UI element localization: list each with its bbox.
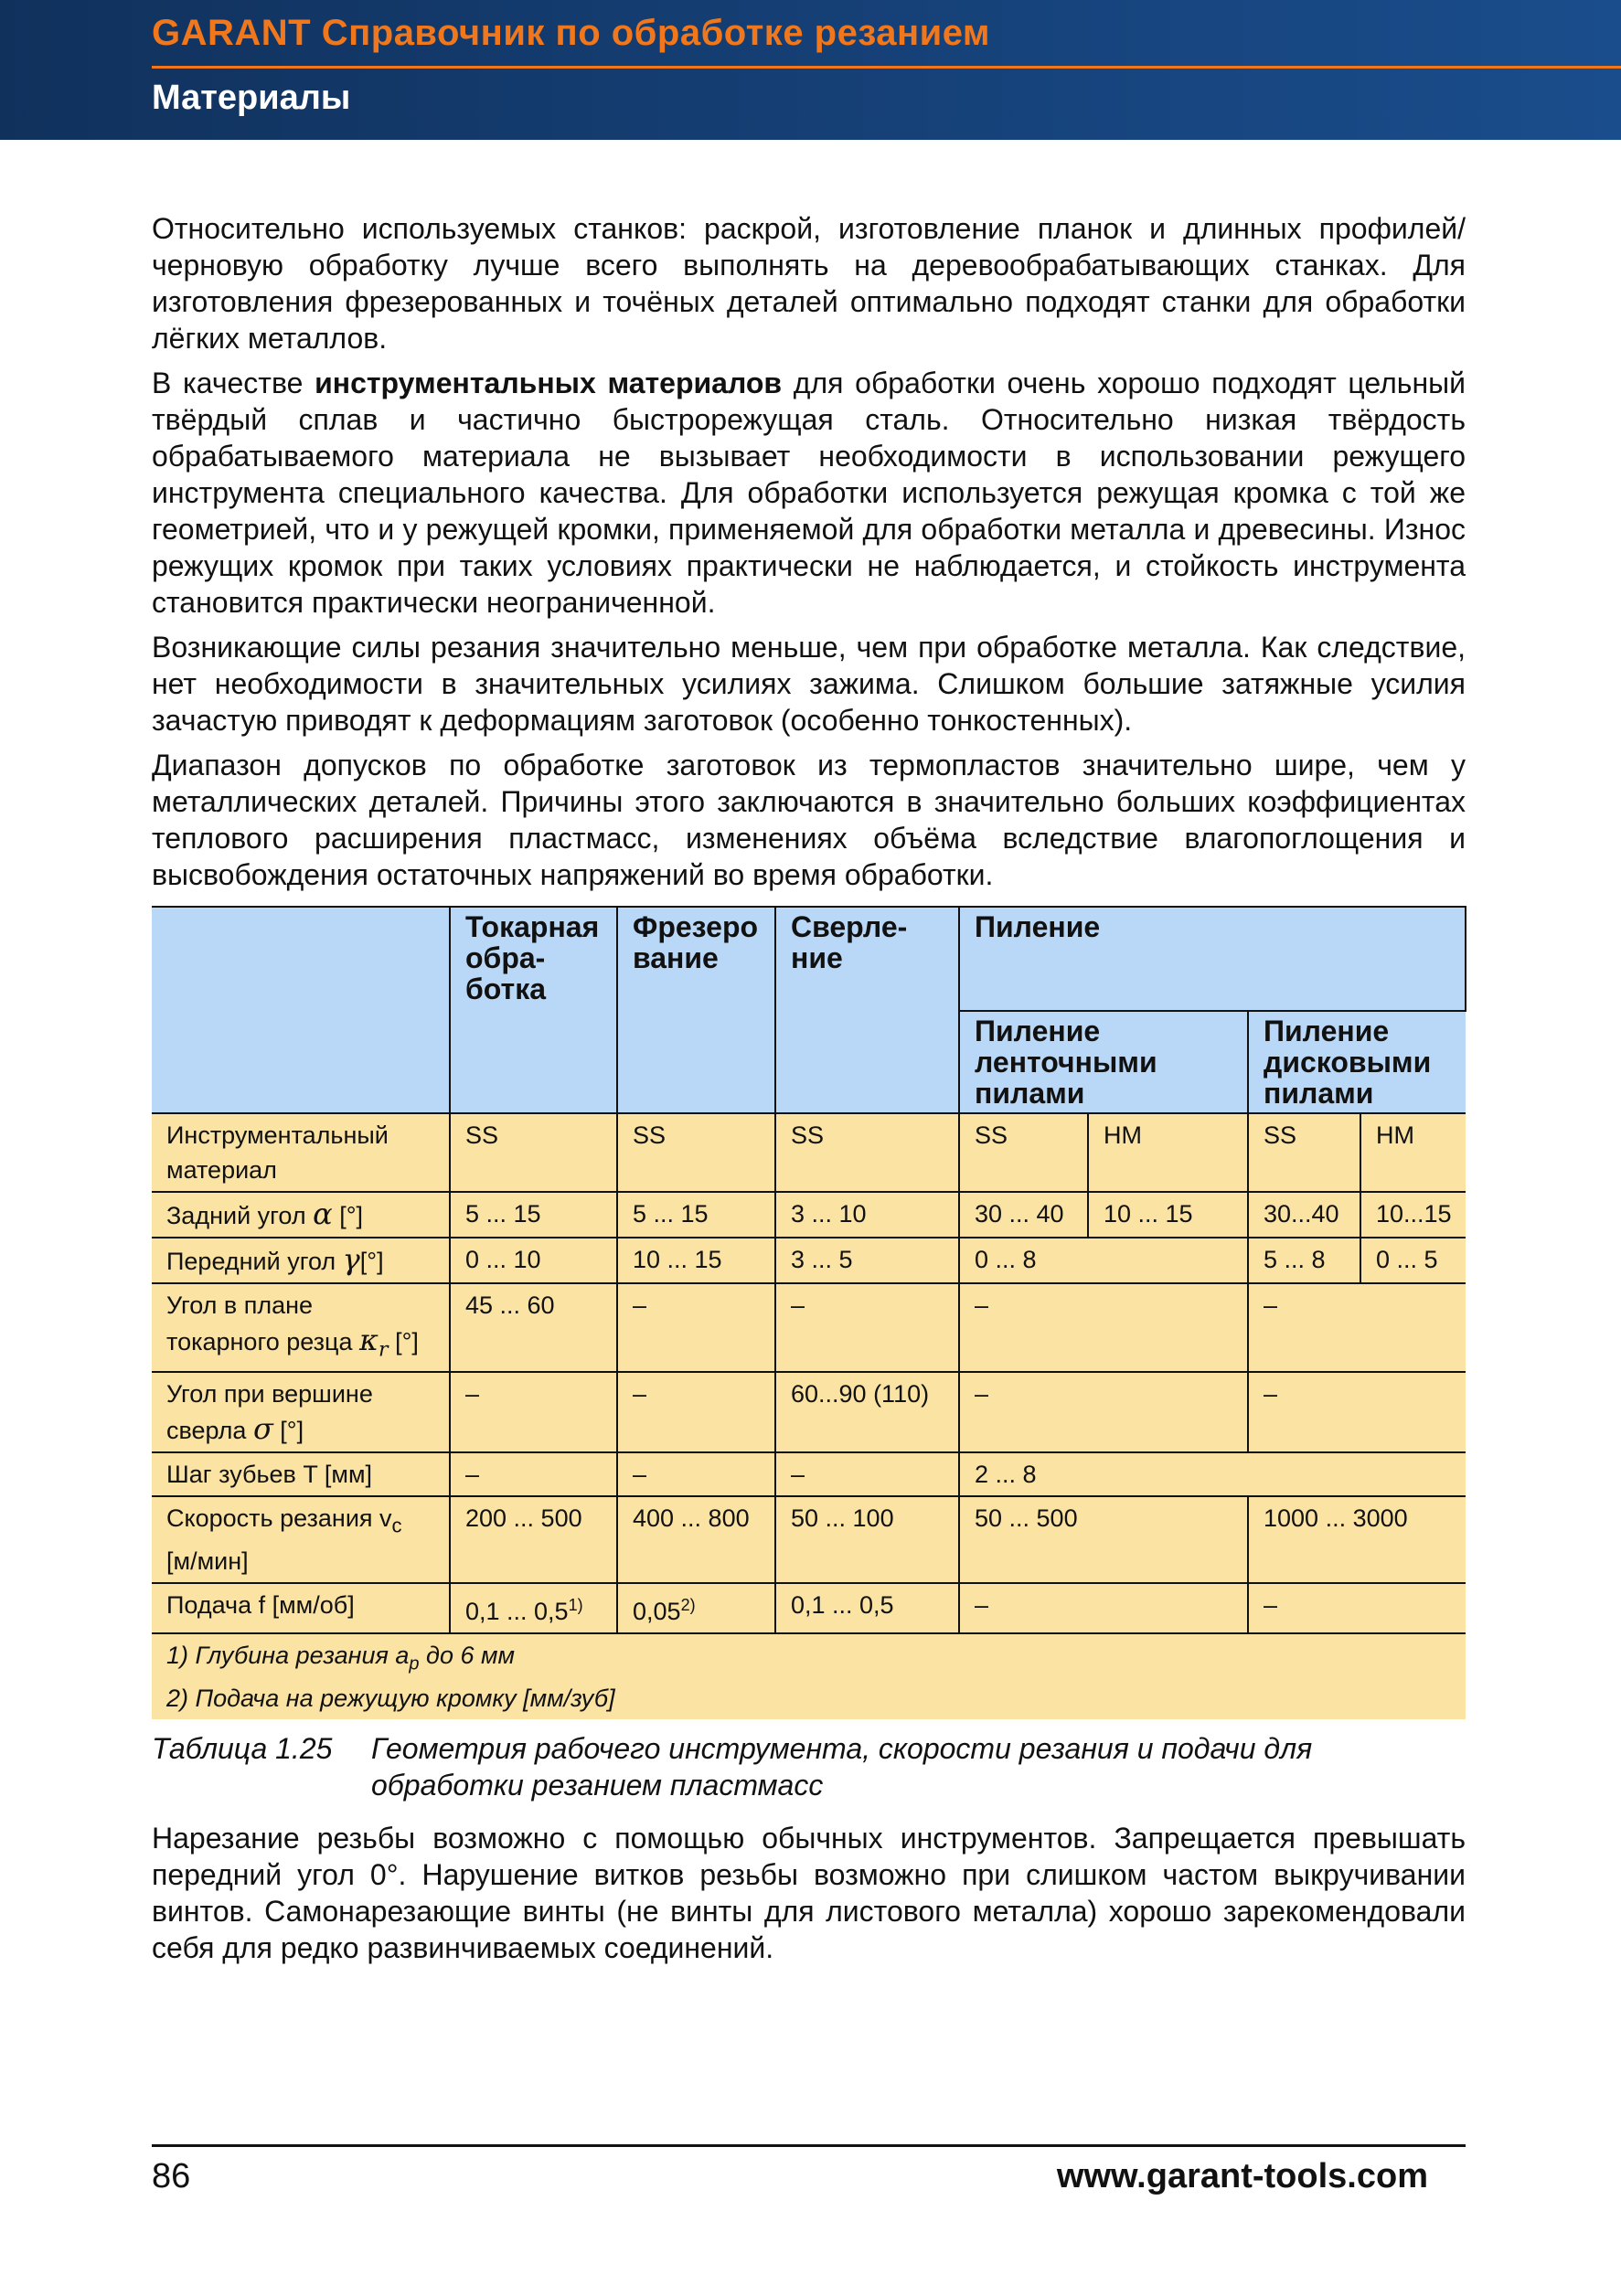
row-label: Инструментальный материал bbox=[152, 1113, 450, 1192]
table-cell: 50 ... 100 bbox=[775, 1496, 959, 1582]
table-cell: 10...15 bbox=[1360, 1192, 1466, 1238]
table-cell: SS bbox=[617, 1113, 775, 1192]
footer-divider bbox=[152, 2144, 1466, 2147]
table-cell: SS bbox=[450, 1113, 617, 1192]
table-cell: HM bbox=[1088, 1113, 1248, 1192]
table-cell: 30 ... 40 bbox=[959, 1192, 1088, 1238]
page-number: 86 bbox=[152, 2157, 191, 2195]
row-label-text: Задний угол bbox=[166, 1202, 306, 1229]
paragraph-threading: Нарезание резьбы возможно с помощью обычных инструментов. Запрещается превышать передний угол 0°. Нарушение витков резьбы возможно при слишком частом выкручивании винтов. Самонарезающие винты (не винты для листового металла) хорошо зарекомендовали себя для редко развинчиваемых соединений. bbox=[152, 1822, 1466, 1965]
paragraph-tool-materials bbox=[152, 365, 1466, 621]
table-cell: 30...40 bbox=[1248, 1192, 1360, 1238]
footnote-ref: 1) bbox=[568, 1595, 583, 1614]
bold-term: инструментальных материалов bbox=[315, 367, 783, 399]
header-band-saw: Пиление ленточными пилами bbox=[959, 1011, 1248, 1113]
table-cell bbox=[450, 1583, 617, 1633]
row-label-text: Угол в плане bbox=[166, 1292, 314, 1319]
row-label bbox=[152, 1372, 450, 1452]
paragraph-tolerances: Диапазон допусков по обработке заготовок из термопластов значительно шире, чем у металлических деталей. Причины этого заключаются в значительно больших коэффициентах теплового расширения пластмасс, изменениях объёма вследствие влагопоглощения и высвобождения остаточных напряжений во время обработки. bbox=[152, 749, 1466, 891]
table-header-blank bbox=[152, 907, 450, 1113]
footnote-cell bbox=[152, 1633, 1466, 1719]
paragraph-text: В качестве bbox=[152, 367, 315, 399]
row-label bbox=[152, 1192, 450, 1238]
footnote-subscript: p bbox=[409, 1653, 420, 1674]
alpha-symbol: α bbox=[313, 1196, 333, 1231]
table-cell: – bbox=[450, 1372, 617, 1452]
table-cell: – bbox=[1248, 1372, 1466, 1452]
table-row bbox=[152, 1372, 1466, 1452]
table-cell: – bbox=[959, 1283, 1248, 1372]
paragraph-text: для обработки очень хорошо подходят цельный твёрдый сплав и частично быстрорежущая сталь. Относительно низкая твёрдость обрабатываемого материала не вызывает необходимости в использовании режущего инструмента специального качества. Для обработки используется режущая кромка с той же геометрией, что и у режущей кромки, применяемой для обработки металла и древесины. Износ режущих кромок при таких условиях практически не наблюдается, и стойкость инструмента становится практически неограниченной. bbox=[152, 367, 1466, 619]
row-unit: [°] bbox=[339, 1202, 364, 1229]
row-label bbox=[152, 1496, 450, 1582]
table-cell: 1000 ... 3000 bbox=[1248, 1496, 1466, 1582]
row-label-text: токарного резца bbox=[166, 1328, 353, 1355]
page-content bbox=[152, 210, 1466, 1974]
table-cell bbox=[617, 1583, 775, 1633]
table-row bbox=[152, 1192, 1466, 1238]
table-cell: 200 ... 500 bbox=[450, 1496, 617, 1582]
header-divider bbox=[152, 66, 1621, 69]
table-caption bbox=[152, 1730, 1466, 1803]
table-cell: 50 ... 500 bbox=[959, 1496, 1248, 1582]
caption-number: Таблица 1.25 bbox=[152, 1732, 333, 1766]
caption-text: Геометрия рабочего инструмента, скорости резания и подачи для обработки резанием пластмасс bbox=[371, 1732, 1313, 1802]
table-cell: – bbox=[775, 1283, 959, 1372]
row-label: Подача f [мм/об] bbox=[152, 1583, 450, 1633]
table-cell: HM bbox=[1360, 1113, 1466, 1192]
row-unit: [°] bbox=[395, 1328, 419, 1355]
table-cell: – bbox=[959, 1372, 1248, 1452]
website-link[interactable]: www.garant-tools.com bbox=[1056, 2157, 1428, 2195]
table-cell: 0 ... 5 bbox=[1360, 1238, 1466, 1283]
book-title: GARANT Справочник по обработке резанием bbox=[152, 13, 991, 53]
footnote-text: до 6 мм bbox=[419, 1641, 516, 1669]
table-cell: 5 ... 15 bbox=[450, 1192, 617, 1238]
machining-parameters-table bbox=[152, 906, 1466, 1719]
table-row bbox=[152, 1583, 1466, 1633]
table-cell: – bbox=[617, 1452, 775, 1496]
table-cell: – bbox=[1248, 1283, 1466, 1372]
table-cell: 5 ... 8 bbox=[1248, 1238, 1360, 1283]
cell-value: 0,1 ... 0,5 bbox=[465, 1597, 569, 1625]
row-unit: [°] bbox=[359, 1248, 384, 1275]
table-cell: – bbox=[617, 1372, 775, 1452]
row-label bbox=[152, 1238, 450, 1283]
footnote-ref: 2) bbox=[680, 1595, 696, 1614]
table-cell: – bbox=[450, 1452, 617, 1496]
table-footnotes bbox=[152, 1633, 1466, 1719]
table-cell: 45 ... 60 bbox=[450, 1283, 617, 1372]
table-cell: 60...90 (110) bbox=[775, 1372, 959, 1452]
table-row bbox=[152, 1452, 1466, 1496]
page-header bbox=[0, 0, 1621, 140]
table-row bbox=[152, 1496, 1466, 1582]
table-cell: – bbox=[1248, 1583, 1466, 1633]
header-sawing: Пиление bbox=[959, 907, 1466, 1011]
kappa-subscript: r bbox=[379, 1338, 389, 1362]
table-cell: 2 ... 8 bbox=[959, 1452, 1466, 1496]
row-label: Шаг зубьев T [мм] bbox=[152, 1452, 450, 1496]
table-header-row bbox=[152, 907, 1466, 1011]
table-row bbox=[152, 1113, 1466, 1192]
row-unit: [м/мин] bbox=[166, 1547, 249, 1575]
table-row bbox=[152, 1283, 1466, 1372]
table-cell: SS bbox=[775, 1113, 959, 1192]
header-turning: Токарная обра-ботка bbox=[450, 907, 617, 1113]
table-cell: – bbox=[959, 1583, 1248, 1633]
row-label-text: Угол при вершине bbox=[166, 1380, 373, 1408]
table-cell: SS bbox=[1248, 1113, 1360, 1192]
header-circular-saw: Пиление дисковыми пилами bbox=[1248, 1011, 1466, 1113]
table-cell: 0 ... 10 bbox=[450, 1238, 617, 1283]
table-row bbox=[152, 1238, 1466, 1283]
cell-value: 0,05 bbox=[633, 1597, 681, 1625]
table-cell: 400 ... 800 bbox=[617, 1496, 775, 1582]
table-cell: – bbox=[775, 1452, 959, 1496]
table-cell: 3 ... 5 bbox=[775, 1238, 959, 1283]
table-cell: 3 ... 10 bbox=[775, 1192, 959, 1238]
footnote-text: 1) Глубина резания a bbox=[166, 1641, 410, 1669]
row-label-text: сверла bbox=[166, 1417, 247, 1445]
speed-subscript: c bbox=[391, 1514, 402, 1537]
row-label-text: Скорость резания v bbox=[166, 1504, 392, 1533]
header-milling: Фрезеро вание bbox=[617, 907, 775, 1113]
row-label-text: Передний угол bbox=[166, 1248, 336, 1275]
gamma-symbol: γ bbox=[342, 1242, 360, 1277]
table-cell: 0 ... 8 bbox=[959, 1238, 1248, 1283]
paragraph-cutting-forces: Возникающие силы резания значительно меньше, чем при обработке металла. Как следствие, нет необходимости в значительных усилиях зажима. Слишком большие затяжные усилия зачастую приводят к деформациям заготовок (особенно тонкостенных). bbox=[152, 631, 1466, 737]
table-cell: 10 ... 15 bbox=[1088, 1192, 1248, 1238]
footnote-2: 2) Подача на режущую кромку [мм/зуб] bbox=[166, 1685, 615, 1713]
row-label bbox=[152, 1283, 450, 1372]
table-cell: 5 ... 15 bbox=[617, 1192, 775, 1238]
sigma-symbol: σ bbox=[252, 1411, 273, 1447]
table-cell: – bbox=[617, 1283, 775, 1372]
table-cell: 10 ... 15 bbox=[617, 1238, 775, 1283]
row-unit: [°] bbox=[280, 1417, 304, 1445]
footnote-1 bbox=[166, 1638, 1451, 1681]
paragraph-machines: Относительно используемых станков: раскрой, изготовление планок и длинных профилей/черновую обработку лучше всего выполнять на деревообрабатывающих станках. Для изготовления фрезерованных и точёных деталей оптимально подходят станки для обработки лёгких металлов. bbox=[152, 212, 1466, 355]
kappa-symbol: κ bbox=[359, 1323, 379, 1357]
table-cell: 0,1 ... 0,5 bbox=[775, 1583, 959, 1633]
header-drilling: Сверле-ние bbox=[775, 907, 959, 1113]
table-cell: SS bbox=[959, 1113, 1088, 1192]
section-title: Материалы bbox=[152, 79, 351, 117]
